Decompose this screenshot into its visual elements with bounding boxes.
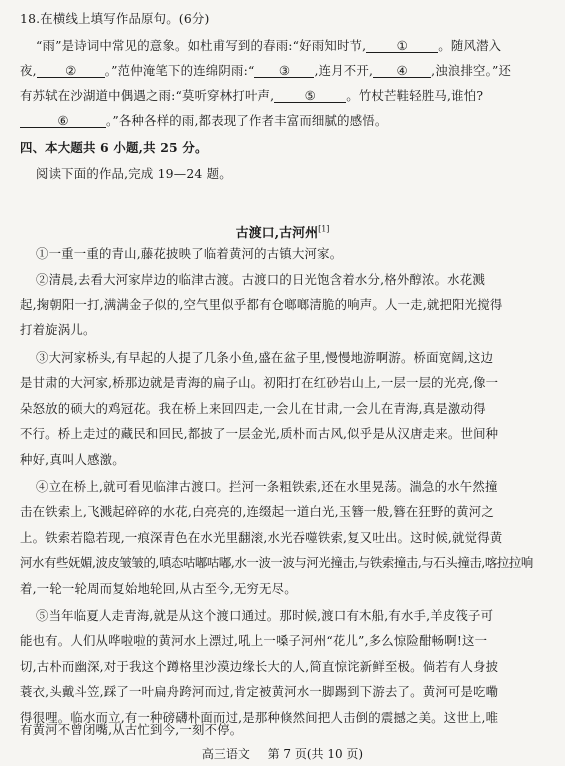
q18-line-1: “雨”是诗词中常见的意象。如杜甫写到的春雨:“好雨知时节, ① 。随风潜入 — [36, 38, 502, 53]
reading-instruction: 阅读下面的作品,完成 19—24 题。 — [36, 166, 232, 181]
blank-2[interactable]: ② — [37, 63, 105, 79]
article-line: 着,一轮一轮周而复始地轮回,从古至今,无穷无尽。 — [20, 581, 297, 596]
blank-6[interactable]: ⑥ — [20, 113, 106, 129]
article-line: ④立在桥上,就可看见临津古渡口。拦河一条粗铁索,还在水里晃荡。湍急的水午然撞 — [36, 479, 498, 494]
article-line: 打着旋涡儿。 — [20, 322, 96, 337]
article-line: 朵怒放的硕大的鸡冠花。我在桥上来回四走,一会儿在甘肃,一会儿在青海,真是激动得 — [20, 401, 486, 416]
article-line: ②清晨,去看大河家岸边的临津古渡。古渡口的日光饱含着水分,格外醇浓。水花溅 — [36, 272, 485, 287]
blank-3[interactable]: ③ — [254, 63, 314, 79]
footer-page-number: 第 7 页(共 10 页) — [267, 747, 364, 761]
article-line: ①一重一重的青山,藤花披映了临着黄河的古镇大河家。 — [36, 246, 343, 261]
q18-line-2: 夜, ② 。”范仲淹笔下的连绵阴雨:“ ③ ,连月不开, ④ ,浊浪排空。”还 — [20, 63, 512, 78]
q18-line-3: 有苏轼在沙湖道中偶遇之雨:“莫听穿林打叶声, ⑤ 。竹杖芒鞋轻胜马,谁怕? — [20, 88, 484, 103]
article-line: 种好,真叫人感激。 — [20, 452, 125, 467]
article-line: 上。铁索若隐若现,一痕深青色在水光里翻滚,水光吞噬铁索,复又吐出。这时候,就觉得黄 — [20, 530, 503, 545]
q18-line-4: ⑥ 。”各种各样的雨,都表现了作者丰富而细腻的感悟。 — [20, 113, 387, 129]
blank-5[interactable]: ⑤ — [274, 88, 346, 104]
article-line: 能也有。人们从哗啦啦的黄河水上漂过,吼上一嗓子河州“花儿”,多么惊险酣畅啊!这一 — [20, 633, 488, 648]
article-line: 蓑衣,头戴斗笠,踩了一叶扁舟跨河而过,肯定被黄河水一脚踢到下游去了。黄河可是吃嘞 — [20, 684, 499, 699]
page-footer — [0, 745, 565, 762]
blank-1[interactable]: ① — [366, 38, 438, 54]
article-line: ③大河家桥头,有早起的人提了几条小鱼,盛在盆子里,慢慢地游啊游。桥面宽阔,这边 — [36, 350, 494, 365]
article-line: 击在铁索上,飞溅起碎碎的水花,白亮亮的,连缀起一道白光,玉簪一般,簪在狂野的黄河之 — [20, 504, 494, 519]
question-18-title: 18.在横线上填写作品原句。(6分) — [20, 11, 210, 26]
article-line: 河水有些妩媚,波皮皱皱的,嗔态咕嘟咕嘟,水一波一波与河光撞击,与铁索撞击,与石头撞击,喀拉拉响 — [20, 555, 533, 570]
blank-4[interactable]: ④ — [373, 63, 431, 79]
section-4-heading: 四、本大题共 6 小题,共 25 分。 — [20, 140, 208, 155]
article-line: 有黄河不曾闭嘴,从古忙到今,一刻不停。 — [20, 722, 243, 737]
article-line: 切,古朴而幽深,对于我这个蹲格里沙漠边缘长大的人,简直惊诧新鲜至极。倘若有人身披 — [20, 659, 499, 674]
footer-subject: 高三语文 — [201, 747, 250, 761]
article-line: 起,掬朝阳一打,满满金子似的,空气里似乎都有仓啷啷清脆的响声。人一走,就把阳光搅得 — [20, 297, 503, 312]
article-line: 得很哩。临水而立,有一种磅礴朴面而过,是那种倏然间把人击倒的震撼之美。这世上,唯 — [20, 710, 499, 725]
article-line: ⑤当年临夏人走青海,就是从这个渡口通过。那时候,渡口有木船,有水手,羊皮筏子可 — [36, 608, 494, 623]
article-title: 古渡口,古河州[1] — [235, 224, 330, 241]
article-line: 是甘肃的大河家,桥那边就是青海的扁子山。初阳打在红砂岩山上,一层一层的光亮,像一 — [20, 375, 499, 390]
article-line: 不行。桥上走过的藏民和回民,都披了一层金光,质朴而古风,似乎是从汉唐走来。世间种 — [20, 426, 499, 441]
